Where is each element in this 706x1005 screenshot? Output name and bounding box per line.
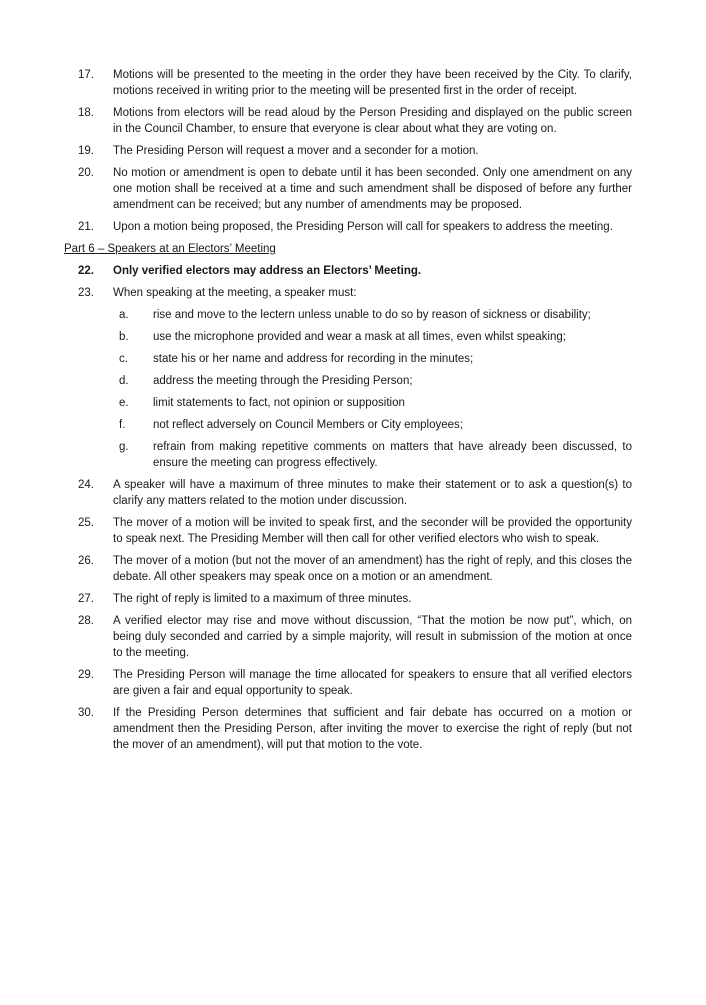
sub-item-letter: f. [119, 419, 126, 431]
list-item-26 [64, 553, 632, 585]
item-text: The mover of a motion (but not the mover of an amendment) has the right of reply, and this closes the debate. All other speakers may speak once on a motion or an amendment. [113, 555, 632, 583]
item-text: Motions will be presented to the meeting in the order they have been received by the City. To clarify, motions received in writing prior to the meeting will be presented first in the order of receipt. [113, 69, 632, 97]
sub-item-letter: a. [119, 309, 129, 321]
item-number: 22. [78, 265, 94, 277]
list-item-25 [64, 515, 632, 547]
list-item-20 [64, 165, 632, 213]
item-number: 25. [78, 517, 94, 529]
item-text: The Presiding Person will manage the time allocated for speakers to ensure that all verified electors are given a fair and equal opportunity to speak. [113, 669, 632, 697]
item-text: Upon a motion being proposed, the Presiding Person will call for speakers to address the meeting. [113, 221, 613, 233]
sub-item-a [64, 307, 632, 323]
list-item-18 [64, 105, 632, 137]
document-body [64, 67, 632, 759]
item-text: A verified elector may rise and move without discussion, “That the motion be now put”, which, on being duly seconded and carried by a simple majority, will result in submission of the motion at once to the meeting. [113, 615, 632, 659]
list-item-24 [64, 477, 632, 509]
list-item-23 [64, 285, 632, 301]
list-item-21 [64, 219, 632, 235]
item-text: Only verified electors may address an Electors’ Meeting. [113, 265, 422, 277]
sub-item-f [64, 417, 632, 433]
sub-item-c [64, 351, 632, 367]
item-number: 19. [78, 145, 94, 157]
sub-item-g [64, 439, 632, 471]
list-item-17 [64, 67, 632, 99]
sub-item-e [64, 395, 632, 411]
sub-item-letter: g. [119, 441, 129, 453]
item-number: 21. [78, 221, 94, 233]
sub-item-letter: c. [119, 353, 128, 365]
item-number: 26. [78, 555, 94, 567]
sub-item-text: address the meeting through the Presiding Person; [153, 375, 413, 387]
sub-item-text: state his or her name and address for recording in the minutes; [153, 353, 474, 365]
item-number: 29. [78, 669, 94, 681]
item-number: 24. [78, 479, 94, 491]
sub-item-letter: b. [119, 331, 129, 343]
item-text: No motion or amendment is open to debate until it has been seconded. Only one amendment on any one motion shall be received at a time and such amendment shall be disposed of before any further amendment can be received; but any number of amendments may be proposed. [113, 167, 632, 211]
item-number: 20. [78, 167, 94, 179]
list-item-19 [64, 143, 632, 159]
list-item-27 [64, 591, 632, 607]
item-text: The Presiding Person will request a mover and a seconder for a motion. [113, 145, 479, 157]
section-heading-part-6: Part 6 – Speakers at an Electors’ Meeting [64, 243, 276, 255]
sub-item-text: refrain from making repetitive comments on matters that have already been discussed, to ensure the meeting can progress effectively. [153, 441, 632, 469]
item-text: The right of reply is limited to a maximum of three minutes. [113, 593, 412, 605]
sub-item-text: not reflect adversely on Council Members or City employees; [153, 419, 463, 431]
sub-item-d [64, 373, 632, 389]
item-text: When speaking at the meeting, a speaker must: [113, 287, 357, 299]
sub-item-b [64, 329, 632, 345]
item-number: 30. [78, 707, 94, 719]
sub-item-letter: d. [119, 375, 129, 387]
list-item-28 [64, 613, 632, 661]
list-item-29 [64, 667, 632, 699]
item-number: 17. [78, 69, 94, 81]
item-text: The mover of a motion will be invited to speak first, and the seconder will be provided the opportunity to speak next. The Presiding Member will then call for other verified electors who wish to speak. [113, 517, 632, 545]
item-text: If the Presiding Person determines that sufficient and fair debate has occurred on a motion or amendment then the Presiding Person, after inviting the mover to exercise the right of reply (but not the mover of an amendment), will put that motion to the vote. [113, 707, 632, 751]
item-number: 27. [78, 593, 94, 605]
item-number: 23. [78, 287, 94, 299]
list-item-22 [64, 263, 632, 279]
sub-item-text: rise and move to the lectern unless unable to do so by reason of sickness or disability; [153, 309, 591, 321]
item-number: 18. [78, 107, 94, 119]
item-number: 28. [78, 615, 94, 627]
sub-item-text: use the microphone provided and wear a mask at all times, even whilst speaking; [153, 331, 566, 343]
sub-item-text: limit statements to fact, not opinion or supposition [153, 397, 405, 409]
item-text: A speaker will have a maximum of three minutes to make their statement or to ask a question(s) to clarify any matters related to the motion under discussion. [113, 479, 632, 507]
list-item-30 [64, 705, 632, 753]
item-text: Motions from electors will be read aloud by the Person Presiding and displayed on the public screen in the Council Chamber, to ensure that everyone is clear about what they are voting on. [113, 107, 632, 135]
sub-item-letter: e. [119, 397, 129, 409]
